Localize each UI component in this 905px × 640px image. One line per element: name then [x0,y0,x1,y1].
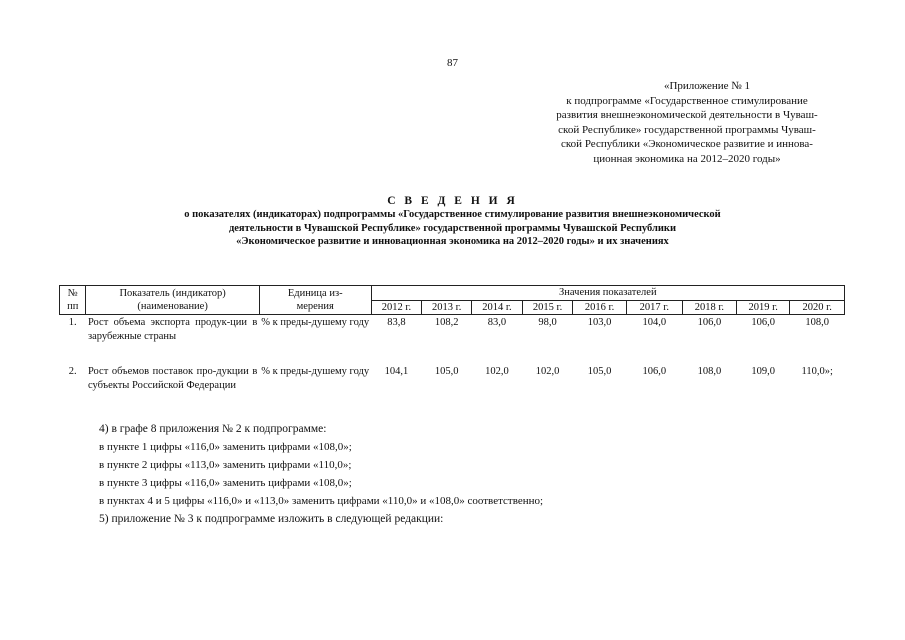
appendix-line: к подпрограмме «Государственное стимулирование [566,94,808,107]
row-value: 110,0»; [801,366,833,377]
row-value: 109,0 [751,366,775,377]
header-year: 2016 г. [573,300,626,315]
header-year: 2019 г. [736,300,789,315]
appendix-line: ской Республике» государственной программы Чуваш- [558,123,816,136]
appendix-reference [528,79,846,166]
row-value: 108,0 [805,317,829,328]
row-value: 103,0 [587,317,612,328]
amendment-line: в пункте 2 цифры «113,0» заменить цифрами «110,0»; [99,459,352,471]
row-value: 104,1 [384,366,409,377]
header-year: 2017 г. [626,300,682,315]
row-value: 108,2 [434,317,459,328]
document-title [0,195,905,249]
header-year: 2018 г. [682,300,736,315]
row-value: 108,0 [697,366,722,377]
row-value: 105,0 [587,366,612,377]
row-value: 104,0 [642,317,667,328]
row-unit: % к преды-душему году [261,366,370,377]
appendix-line: «Приложение № 1 [663,80,751,92]
header-year: 2012 г. [371,300,422,315]
row-indicator: Рост объема экспорта продук-ции в зарубежные страны [87,317,258,342]
row-value: 102,0 [535,366,560,377]
row-unit: % к преды-душему году [261,317,370,328]
row-value: 83,8 [387,317,406,328]
row-value: 83,0 [487,317,507,328]
row-value: 106,0 [642,366,667,377]
appendix-line: ционная экономика на 2012–2020 годы» [593,152,781,165]
amendment-line: 5) приложение № 3 к подпрограмме изложить в следующей редакции: [99,513,444,525]
appendix-line: ской Республики «Экономическое развитие и иннова- [561,138,813,150]
row-indicator: Рост объемов поставок про-дукции в субъекты Российской Федерации [87,366,258,391]
header-number: № пп [60,286,86,315]
header-unit: Единица из- мерения [259,286,371,315]
header-values: Значения показателей [371,286,844,301]
title-line: «Экономическое развитие и инновационная экономика на 2012–2020 годы» и их значениях [236,236,669,247]
amendment-line: в пункте 1 цифры «116,0» заменить цифрами «108,0»; [99,441,352,453]
title-heading: С В Е Д Е Н И Я [387,195,518,207]
amendments-text [99,420,543,528]
title-line: о показателях (индикаторах) подпрограммы «Государственное стимулирование развития внешнеэкономической [184,209,721,220]
table-header-row [60,286,845,301]
row-value: 102,0 [485,366,509,377]
header-year: 2015 г. [522,300,573,315]
row-number: 1. [68,317,77,328]
row-value: 106,0 [751,317,775,328]
table-row [60,365,845,392]
title-line: деятельности в Чувашской Республике» государственной программы Чувашской Республики [228,222,677,234]
header-year: 2020 г. [790,300,845,315]
header-year: 2014 г. [472,300,523,315]
indicators-table [59,285,845,392]
row-number: 2. [68,366,77,377]
appendix-line: развития внешнеэкономической деятельности в Чуваш- [556,109,818,121]
amendment-line: 4) в графе 8 приложения № 2 к подпрограмме: [99,423,327,435]
amendment-line: в пунктах 4 и 5 цифры «116,0» и «113,0» заменить цифрами «110,0» и «108,0» соответственно; [99,495,544,507]
table-row [60,315,845,366]
amendment-line: в пункте 3 цифры «116,0» заменить цифрами «108,0»; [99,477,352,489]
row-value: 98,0 [538,317,557,328]
row-value: 105,0 [434,366,459,377]
page-number: 87 [447,57,458,69]
header-indicator: Показатель (индикатор) (наименование) [86,286,259,315]
header-year: 2013 г. [422,300,472,315]
row-value: 106,0 [697,317,722,328]
